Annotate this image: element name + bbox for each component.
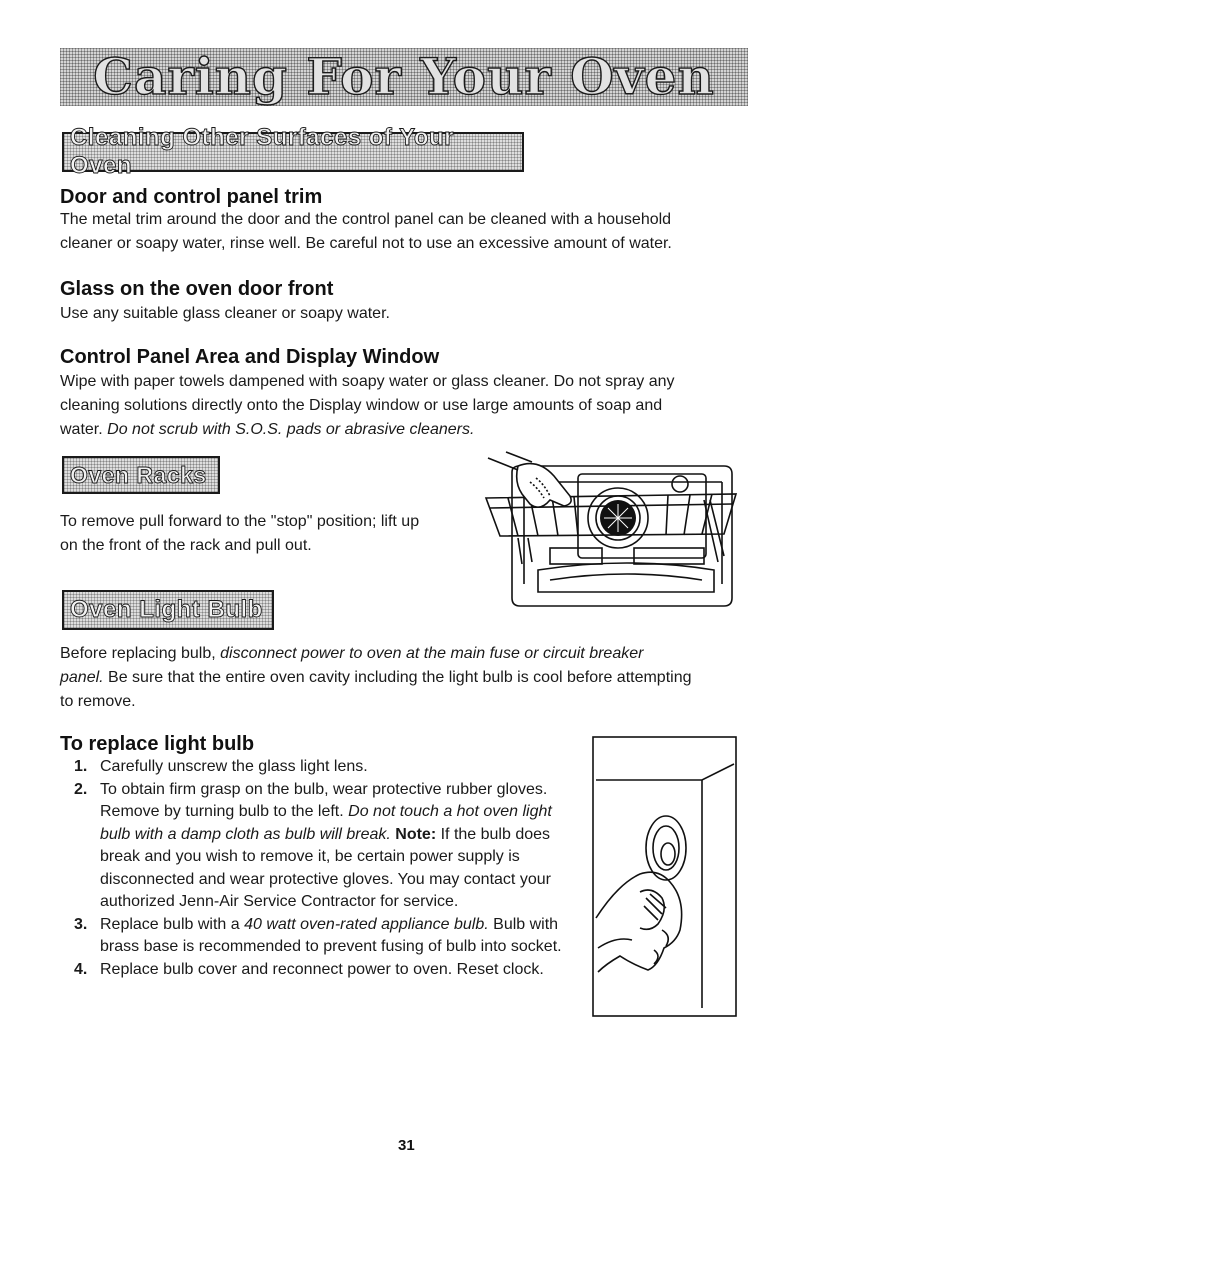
replace-bulb-steps <box>70 756 575 981</box>
list-item: 2. To obtain firm grasp on the bulb, wear protective rubber gloves. Remove by turning bulb to the left. Do not touch a hot oven light bulb with a damp cloth as bulb will break. Note: If the bulb does break and you wish to remove it, be certain power supply is disconnected and wear protective gloves. You may contact your authorized Jenn-Air Service Contractor for service. <box>74 780 552 910</box>
section-tag-oven-light-bulb: Oven Light Bulb <box>62 590 274 630</box>
heading-replace-bulb: To replace light bulb <box>60 733 255 755</box>
section-tag-oven-racks: Oven Racks <box>62 456 220 494</box>
heading-door-trim: Door and control panel trim <box>60 186 323 208</box>
paragraph-glass-door: Use any suitable glass cleaner or soapy water. <box>60 305 390 322</box>
list-item: 1. Carefully unscrew the glass light lens. <box>74 758 368 775</box>
list-item: 4. Replace bulb cover and reconnect power to oven. Reset clock. <box>74 960 544 978</box>
paragraph-oven-racks: To remove pull forward to the "stop" position; lift up on the front of the rack and pull out. <box>60 513 420 554</box>
section-tag-cleaning: Cleaning Other Surfaces of Your Oven <box>62 132 524 172</box>
paragraph-control-panel: Wipe with paper towels dampened with soapy water or glass cleaner. Do not spray any cleaning solutions directly onto the Display window or use large amounts of soap and water. Do not scrub with S.O.S. pads or abrasive cleaners. <box>60 373 675 438</box>
paragraph-bulb-intro: Before replacing bulb, disconnect power to oven at the main fuse or circuit breaker panel. Be sure that the entire oven cavity including the light bulb is cool before attempting to remove. <box>60 645 692 710</box>
oven-rack-illustration <box>478 452 740 612</box>
heading-glass-door: Glass on the oven door front <box>60 278 334 300</box>
light-bulb-illustration <box>592 736 738 1018</box>
page-title: Caring For Your Oven <box>93 47 715 106</box>
page-number: 31 <box>398 1137 415 1154</box>
heading-control-panel: Control Panel Area and Display Window <box>60 346 440 368</box>
title-banner <box>60 48 748 106</box>
list-item: 3. Replace bulb with a 40 watt oven-rated appliance bulb. Bulb with brass base is recommended to prevent fusing of bulb into socket. <box>74 915 562 955</box>
paragraph-door-trim: The metal trim around the door and the control panel can be cleaned with a household cleaner or soapy water, rinse well. Be careful not to use an excessive amount of water. <box>60 211 672 252</box>
